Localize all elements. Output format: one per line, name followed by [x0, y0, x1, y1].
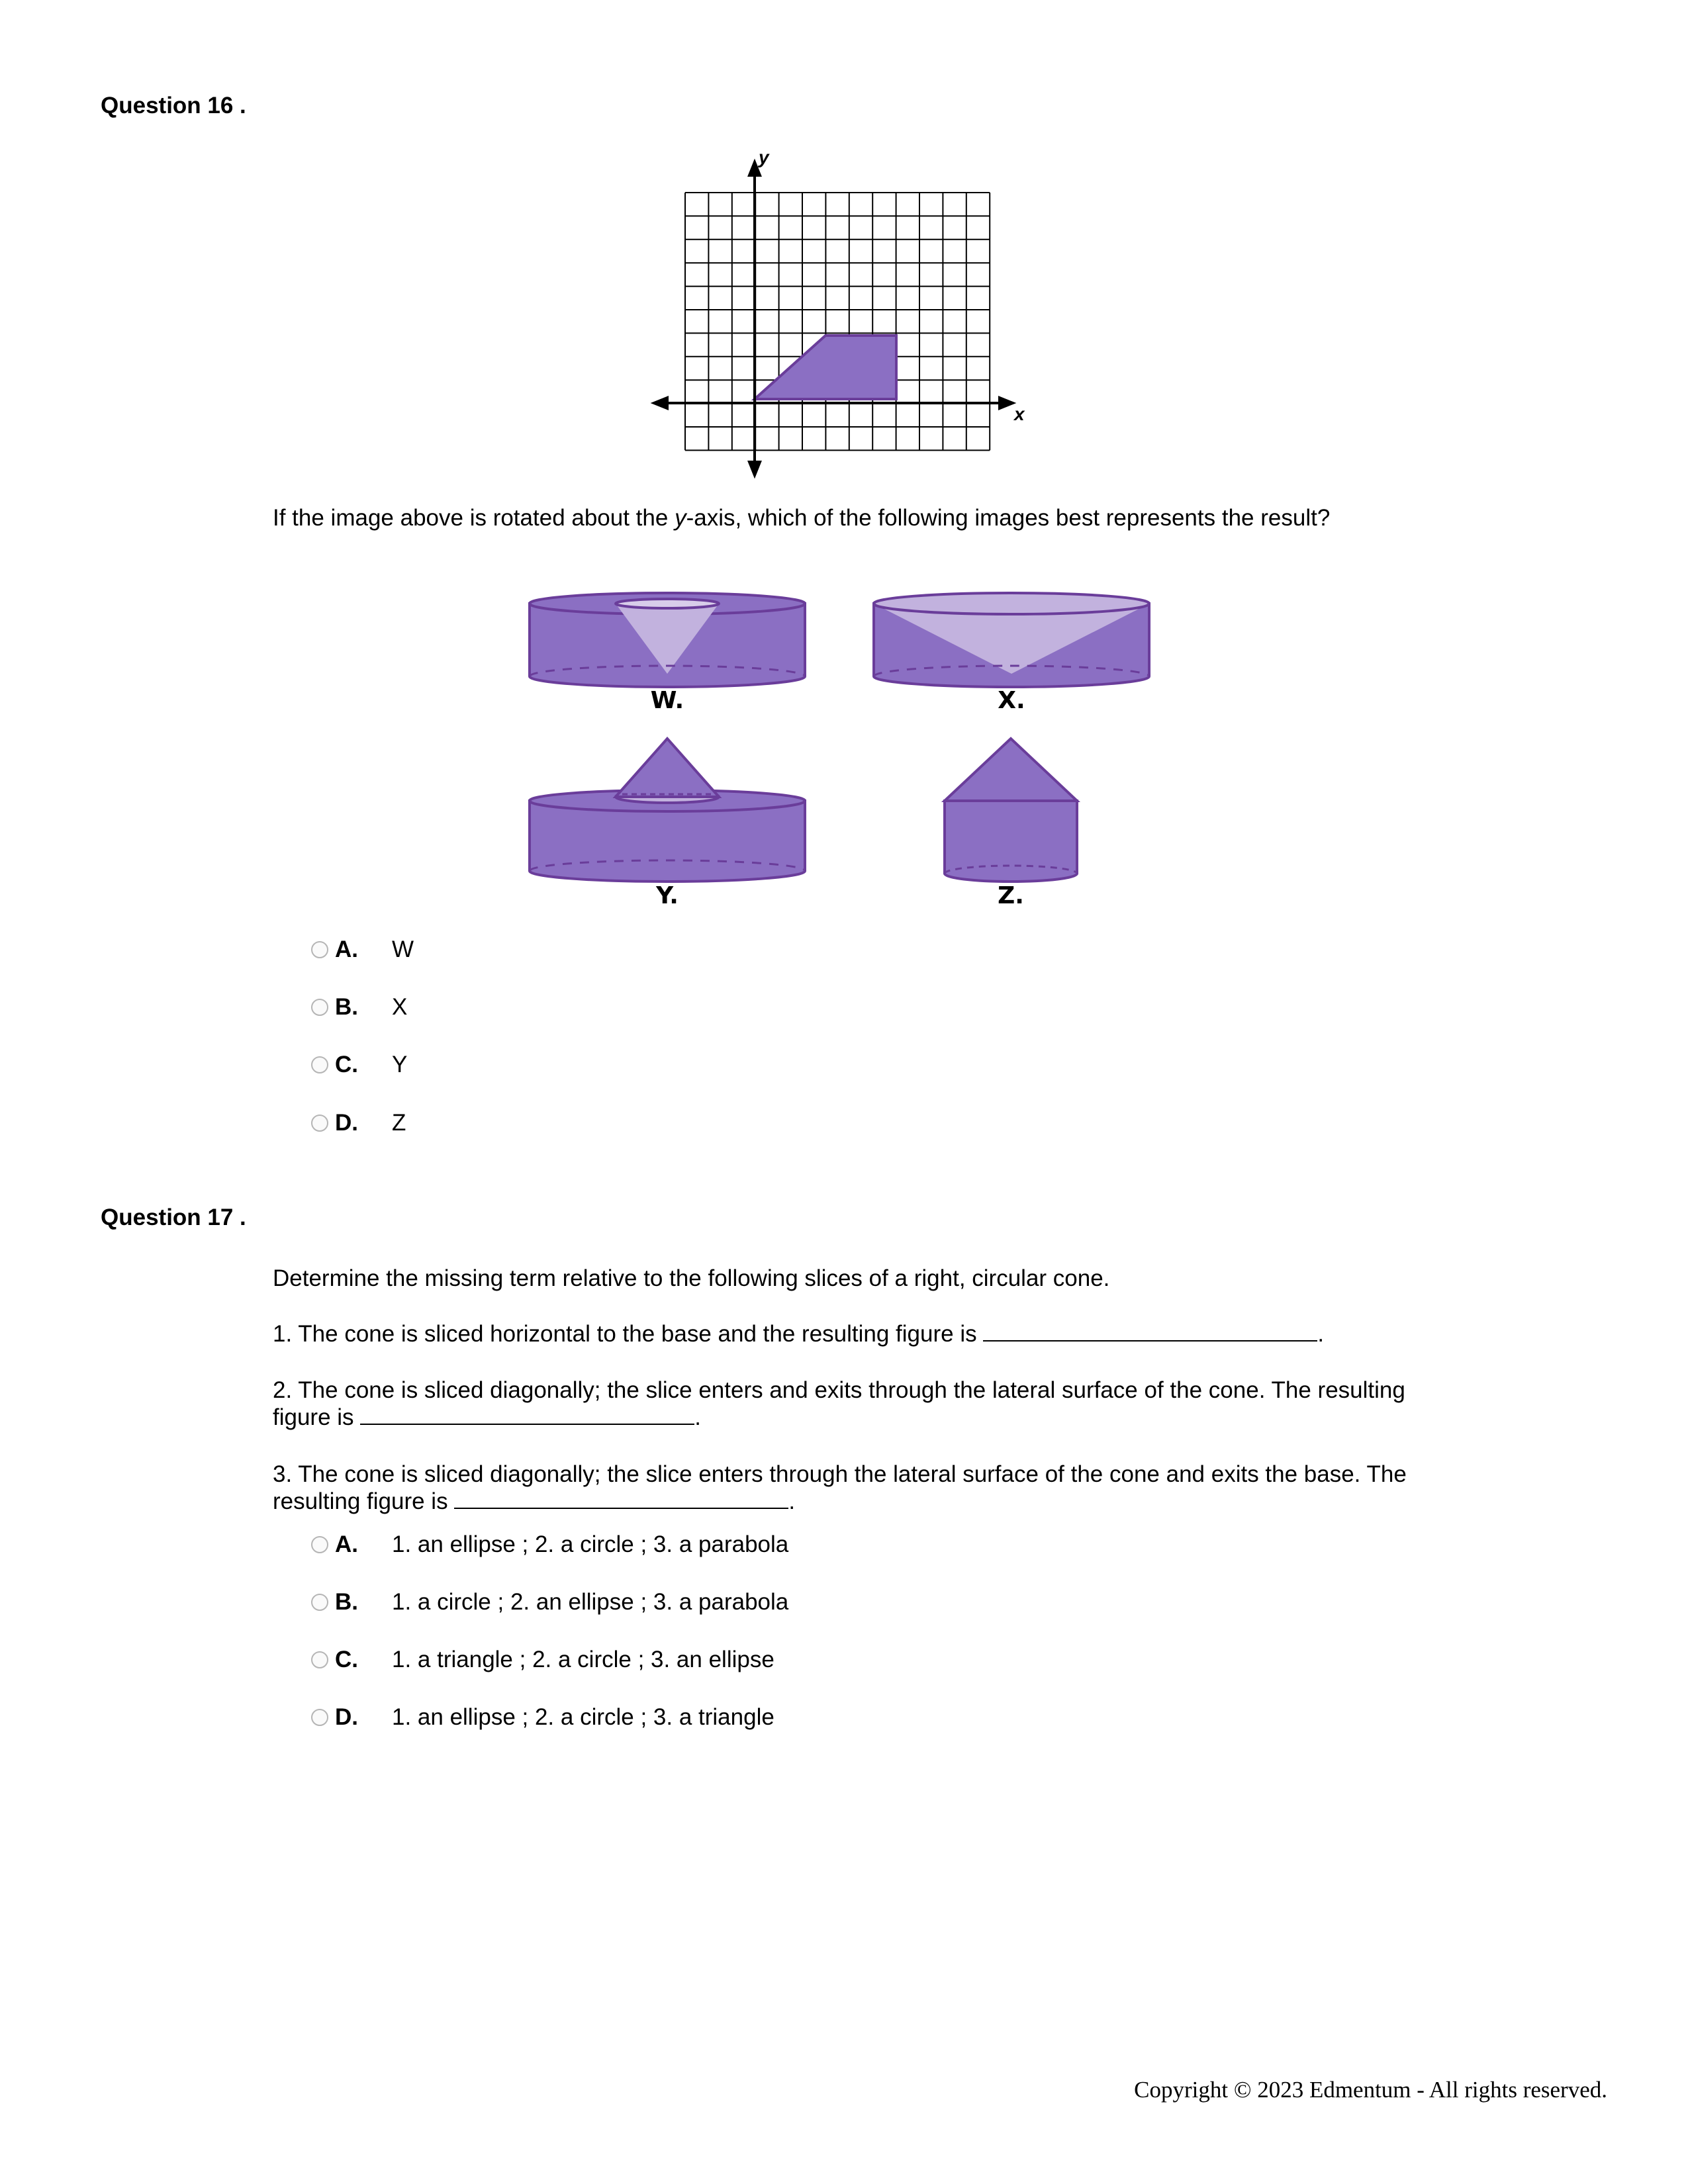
q17-statement-1: 1. The cone is sliced horizontal to the base and the resulting figure is .	[273, 1321, 1325, 1347]
figure-w-label: W.	[650, 687, 684, 714]
figure-y-label: Y.	[656, 882, 679, 909]
radio-button[interactable]	[311, 1651, 328, 1668]
radio-button[interactable]	[311, 999, 328, 1016]
q17-option-d[interactable]	[311, 1703, 774, 1732]
answer-blank	[983, 1320, 1317, 1342]
x-axis-label: x	[1014, 404, 1025, 424]
question-17-intro: Determine the missing term relative to the following slices of a right, circular cone.	[273, 1265, 1110, 1291]
figure-w	[530, 593, 805, 714]
radio-button[interactable]	[311, 1056, 328, 1073]
radio-button[interactable]	[311, 1536, 328, 1553]
option-text: 1. an ellipse ; 2. a circle ; 3. a triangle	[392, 1704, 774, 1730]
option-letter: A.	[335, 936, 358, 962]
solid-figures	[516, 582, 1165, 927]
option-text: Z	[392, 1110, 406, 1136]
q17-statement-2: 2. The cone is sliced diagonally; the slice enters and exits through the lateral surface of the cone. The resulting figure is .	[273, 1377, 1405, 1430]
option-letter: D.	[335, 1704, 358, 1730]
radio-button[interactable]	[311, 941, 328, 958]
coordinate-graph	[649, 149, 1033, 480]
figure-x-label: X.	[998, 687, 1025, 714]
q17-statement-3: 3. The cone is sliced diagonally; the slice enters through the lateral surface of the cone and exits the base. The resulting figure is .	[273, 1461, 1407, 1514]
figure-x	[874, 593, 1149, 714]
radio-button[interactable]	[311, 1594, 328, 1611]
option-text: X	[392, 994, 408, 1020]
option-letter: C.	[335, 1052, 358, 1077]
question-17-title: Question 17 .	[101, 1205, 246, 1230]
answer-blank	[360, 1404, 694, 1425]
radio-button[interactable]	[311, 1115, 328, 1132]
option-letter: B.	[335, 1589, 358, 1615]
q16-option-b[interactable]	[311, 993, 407, 1022]
copyright-footer: Copyright © 2023 Edmentum - All rights reserved.	[1134, 2077, 1607, 2103]
option-letter: A.	[335, 1531, 358, 1557]
q16-option-c[interactable]	[311, 1050, 407, 1079]
question-16-title: Question 16 .	[101, 93, 246, 118]
option-text: 1. a triangle ; 2. a circle ; 3. an ellipse	[392, 1647, 774, 1672]
option-text: 1. a circle ; 2. an ellipse ; 3. a parabola	[392, 1589, 789, 1615]
q16-option-a[interactable]	[311, 935, 414, 964]
figure-z	[945, 739, 1077, 909]
q16-option-d[interactable]	[311, 1109, 406, 1138]
answer-blank	[454, 1488, 788, 1509]
q17-option-b[interactable]	[311, 1588, 788, 1617]
trapezoid-shape	[755, 336, 896, 399]
option-text: 1. an ellipse ; 2. a circle ; 3. a parabola	[392, 1531, 789, 1557]
figure-z-label: Z.	[998, 882, 1024, 909]
figure-y	[530, 739, 805, 909]
option-letter: B.	[335, 994, 358, 1020]
question-16-prompt: If the image above is rotated about the y-axis, which of the following images best represents the result?	[273, 505, 1331, 531]
option-text: W	[392, 936, 414, 962]
option-text: Y	[392, 1052, 408, 1077]
y-axis-label: y	[759, 149, 769, 167]
option-letter: C.	[335, 1647, 358, 1672]
option-letter: D.	[335, 1110, 358, 1136]
q17-option-c[interactable]	[311, 1645, 774, 1674]
q17-option-a[interactable]	[311, 1530, 788, 1559]
radio-button[interactable]	[311, 1709, 328, 1726]
